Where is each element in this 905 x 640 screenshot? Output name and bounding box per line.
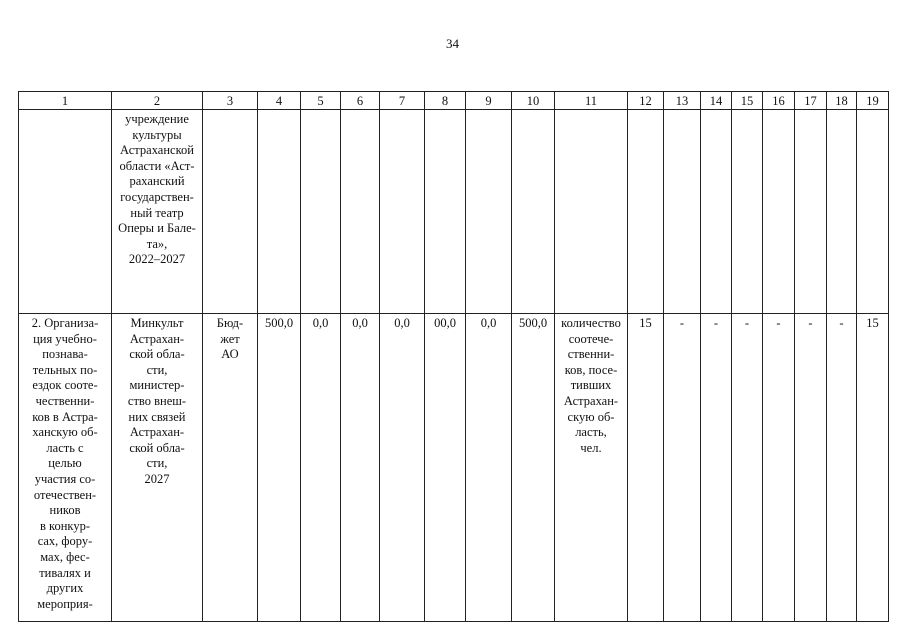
target-value-cell: - <box>795 314 827 622</box>
indicator-cell: количество соотече- ственни- ков, посе- тивших Астрахан- скую об- ласть, чел. <box>555 314 628 622</box>
cell-empty <box>466 110 512 314</box>
cell-empty <box>258 110 301 314</box>
cell-empty <box>857 110 889 314</box>
header-cell: 12 <box>628 92 664 110</box>
cell-empty <box>701 110 732 314</box>
page-number: 34 <box>446 36 459 51</box>
amount-cell: 0,0 <box>466 314 512 622</box>
cell-empty <box>512 110 555 314</box>
header-cell: 5 <box>301 92 341 110</box>
cell-empty <box>341 110 380 314</box>
amount-cell: 00,0 <box>425 314 466 622</box>
cell-empty <box>380 110 425 314</box>
header-cell: 2 <box>112 92 203 110</box>
activity-name-cell: 2. Организа- ция учебно- познава- тельных по- ездок сооте- чественни- ков в Астра- ханскую об- ласть с целью участия со- отечествен- ников в конкур- сах, фору- мах, фес- тивалях и других мероприя- <box>19 314 112 622</box>
header-cell: 8 <box>425 92 466 110</box>
target-value-cell: - <box>827 314 857 622</box>
target-value-cell: 15 <box>857 314 889 622</box>
header-cell: 1 <box>19 92 112 110</box>
table-row <box>19 110 889 314</box>
header-cell: 18 <box>827 92 857 110</box>
header-cell: 15 <box>732 92 763 110</box>
target-value-cell: 15 <box>628 314 664 622</box>
amount-cell: 0,0 <box>341 314 380 622</box>
target-value-cell: - <box>763 314 795 622</box>
header-cell: 3 <box>203 92 258 110</box>
header-cell: 16 <box>763 92 795 110</box>
cell-empty <box>19 110 112 314</box>
cell-empty <box>555 110 628 314</box>
header-cell: 4 <box>258 92 301 110</box>
header-cell: 11 <box>555 92 628 110</box>
header-cell: 6 <box>341 92 380 110</box>
header-row <box>19 92 889 110</box>
funding-source-cell: Бюд- жет АО <box>203 314 258 622</box>
cell-empty <box>732 110 763 314</box>
institution-name-cell: учреждение культуры Астраханской области «Аст- раханский государствен- ный театр Оперы и Бале- та», 2022–2027 <box>112 110 203 314</box>
amount-cell: 0,0 <box>380 314 425 622</box>
header-cell: 7 <box>380 92 425 110</box>
header-cell: 17 <box>795 92 827 110</box>
amount-cell: 500,0 <box>258 314 301 622</box>
header-cell: 14 <box>701 92 732 110</box>
cell-empty <box>628 110 664 314</box>
cell-empty <box>827 110 857 314</box>
amount-cell: 0,0 <box>301 314 341 622</box>
target-value-cell: - <box>664 314 701 622</box>
cell-empty <box>301 110 341 314</box>
cell-empty <box>203 110 258 314</box>
header-cell: 9 <box>466 92 512 110</box>
executor-cell: Минкульт Астрахан- ской обла- сти, министер- ство внеш- них связей Астрахан- ской обла- сти, 2027 <box>112 314 203 622</box>
amount-cell: 500,0 <box>512 314 555 622</box>
budget-table <box>18 91 888 614</box>
cell-empty <box>795 110 827 314</box>
table-row <box>19 314 889 622</box>
header-cell: 13 <box>664 92 701 110</box>
header-cell: 10 <box>512 92 555 110</box>
cell-empty <box>664 110 701 314</box>
target-value-cell: - <box>701 314 732 622</box>
target-value-cell: - <box>732 314 763 622</box>
cell-empty <box>425 110 466 314</box>
cell-empty <box>763 110 795 314</box>
header-cell: 19 <box>857 92 889 110</box>
